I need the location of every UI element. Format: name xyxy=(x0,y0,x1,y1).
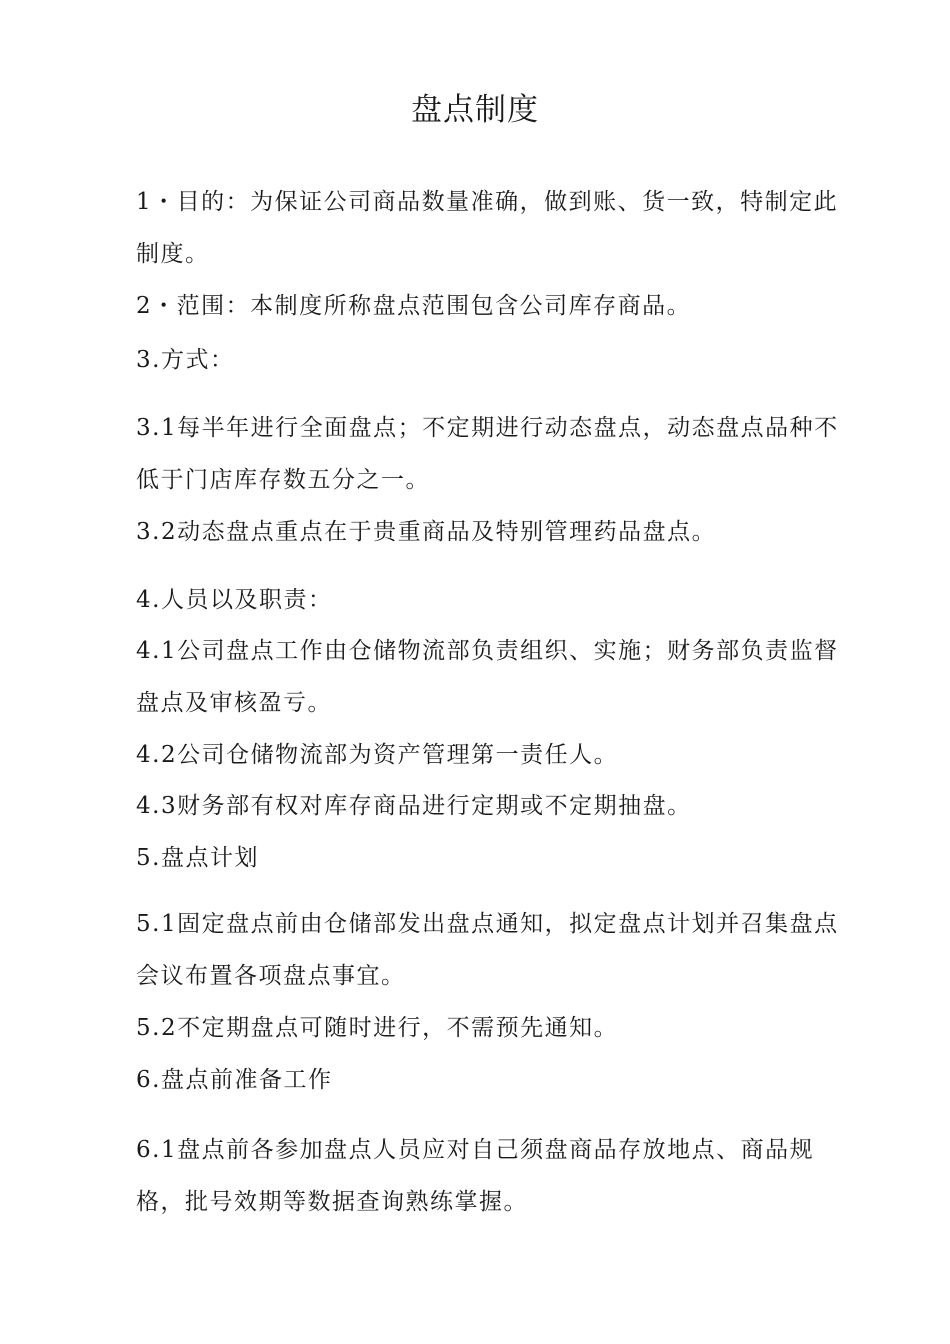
section-6-1: 6.1盘点前各参加盘点人员应对自己须盘商品存放地点、商品规格，批号效期等数据查询熟练掌握。 xyxy=(136,1137,815,1215)
section-3-heading: 3.方式： xyxy=(136,347,235,373)
section-4-2: 4.2公司仓储物流部为资产管理第一责任人。 xyxy=(136,742,619,768)
section-3-2: 3.2动态盘点重点在于贵重商品及特别管理药品盘点。 xyxy=(136,519,717,545)
document-title: 盘点制度 xyxy=(411,92,539,128)
section-4-heading: 4.人员以及职责： xyxy=(136,587,333,613)
section-4-1: 4.1公司盘点工作由仓储物流部负责组织、实施；财务部负责监督盘点及审核盈亏。 xyxy=(136,638,839,716)
section-4-3: 4.3财务部有权对库存商品进行定期或不定期抽盘。 xyxy=(136,793,692,819)
section-5-2: 5.2不定期盘点可随时进行，不需预先通知。 xyxy=(136,1015,619,1041)
section-1-purpose: 1・目的：为保证公司商品数量准确，做到账、货一致，特制定此制度。 xyxy=(136,189,839,267)
section-2-scope: 2・范围：本制度所称盘点范围包含公司库存商品。 xyxy=(136,293,692,319)
section-3-1: 3.1每半年进行全面盘点；不定期进行动态盘点，动态盘点品种不低于门店库存数五分之一。 xyxy=(136,415,839,493)
section-5-1: 5.1固定盘点前由仓储部发出盘点通知，拟定盘点计划并召集盘点会议布置各项盘点事宜。 xyxy=(136,911,839,989)
section-6-heading: 6.盘点前准备工作 xyxy=(136,1067,333,1093)
section-5-heading: 5.盘点计划 xyxy=(136,845,259,871)
